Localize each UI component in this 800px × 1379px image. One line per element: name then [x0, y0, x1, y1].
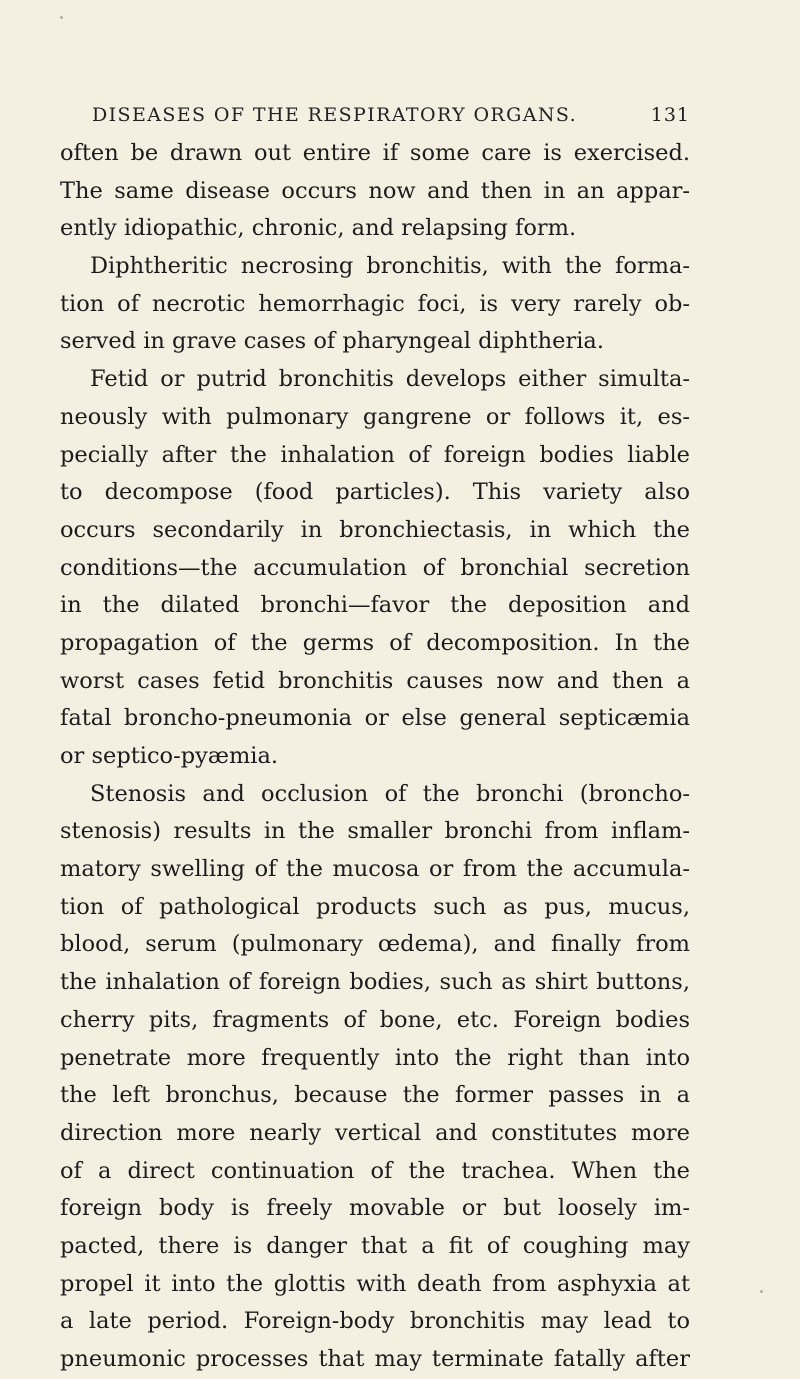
text-line: matory swelling of the mucosa or from the accumula-: [60, 856, 690, 883]
text-line: propel it into the glottis with death from asphyxia at: [60, 1270, 690, 1297]
text-line: fatal broncho-pneumonia or else general septicæmia: [60, 705, 690, 732]
text-line: pecially after the inhalation of foreign bodies liable: [60, 441, 690, 468]
text-line: of a direct continuation of the trachea. When the: [60, 1157, 690, 1184]
text-line: cherry pits, fragments of bone, etc. Foreign bodies: [60, 1006, 690, 1033]
text-line: blood, serum (pulmonary œdema), and finally from: [60, 931, 690, 958]
running-title: DISEASES OF THE RESPIRATORY ORGANS.: [92, 104, 578, 126]
text-line: ently idiopathic, chronic, and relapsing form.: [60, 215, 577, 242]
text-line: stenosis) results in the smaller bronchi from inflam-: [60, 818, 690, 845]
text-line: served in grave cases of pharyngeal diphtheria.: [60, 328, 604, 355]
text-line: Diphtheritic necrosing bronchitis, with the forma-: [90, 253, 690, 280]
paper-speck: [760, 1290, 763, 1293]
page-number: 131: [650, 104, 690, 126]
text-line: or septico-pyæmia.: [60, 743, 279, 769]
text-line: in the dilated bronchi—favor the deposition and: [60, 592, 690, 619]
text-line: Stenosis and occlusion of the bronchi (broncho-: [90, 780, 690, 807]
text-line: direction more nearly vertical and constitutes more: [60, 1119, 690, 1146]
text-line: penetrate more frequently into the right than into: [60, 1044, 690, 1071]
text-line: worst cases fetid bronchitis causes now and then a: [60, 667, 690, 694]
body-text: [60, 135, 690, 1379]
paper-speck: [60, 16, 63, 19]
text-line: a late period. Foreign-body bronchitis may lead to: [60, 1308, 690, 1335]
text-line: the left bronchus, because the former passes in a: [60, 1082, 690, 1109]
text-line: The same disease occurs now and then in an appar-: [60, 177, 690, 204]
text-line: neously with pulmonary gangrene or follows it, es-: [60, 403, 690, 430]
text-line: tion of necrotic hemorrhagic foci, is very rarely ob-: [60, 290, 690, 317]
text-line: occurs secondarily in bronchiectasis, in which the: [60, 516, 690, 543]
text-line: to decompose (food particles). This variety also: [60, 479, 690, 506]
text-line: propagation of the germs of decomposition. In the: [60, 629, 690, 656]
text-line: Fetid or putrid bronchitis develops either simulta-: [90, 366, 690, 393]
text-line: tion of pathological products such as pus, mucus,: [60, 893, 690, 920]
text-line: pneumonic processes that may terminate fatally after: [60, 1346, 690, 1372]
text-line: pacted, there is danger that a fit of coughing may: [60, 1232, 690, 1259]
text-line: foreign body is freely movable or but loosely im-: [60, 1195, 690, 1222]
text-line: the inhalation of foreign bodies, such as shirt buttons,: [60, 969, 690, 996]
running-head: [92, 104, 690, 134]
text-line: often be drawn out entire if some care is exercised.: [60, 140, 690, 166]
text-line: conditions—the accumulation of bronchial secretion: [60, 554, 690, 581]
